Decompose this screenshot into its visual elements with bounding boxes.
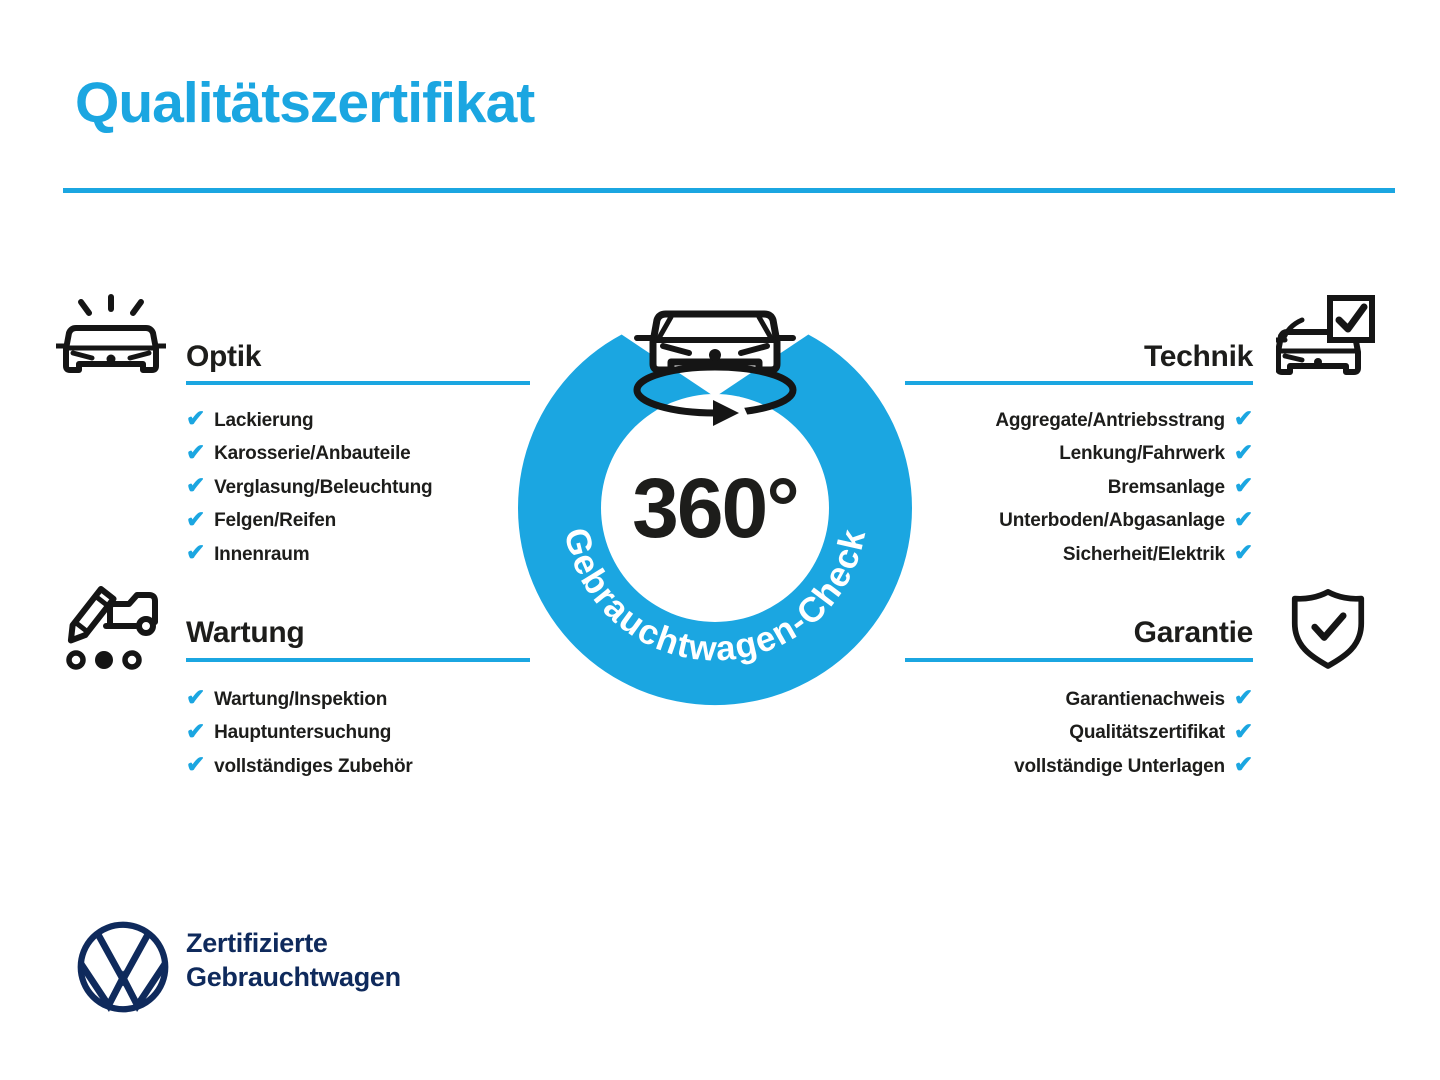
list-item-label: Felgen/Reifen: [214, 510, 337, 532]
page-title: Qualitätszertifikat: [75, 71, 535, 135]
list-item: [186, 750, 413, 784]
list-item: [1065, 683, 1253, 717]
title-divider: [63, 188, 1395, 193]
list-item: [186, 538, 432, 572]
list-item: [186, 438, 432, 472]
car-shine-icon: [56, 294, 166, 396]
check-icon: ✔: [1233, 472, 1253, 499]
check-icon: ✔: [1233, 717, 1253, 744]
pencil-car-icon: [58, 580, 162, 672]
section-divider-technik: [905, 381, 1253, 385]
list-item-label: Hauptuntersuchung: [214, 722, 392, 744]
car-checkbox-icon: [1276, 294, 1376, 396]
check-icon: ✔: [186, 405, 206, 432]
360-check-badge: [495, 284, 935, 736]
list-item: [995, 404, 1253, 438]
check-icon: ✔: [186, 717, 206, 744]
list-item: [186, 683, 413, 717]
checklist-wartung: [186, 683, 413, 784]
list-item-label: Verglasung/Beleuchtung: [214, 476, 433, 498]
check-icon: ✔: [1233, 405, 1253, 432]
list-item: [186, 471, 432, 505]
check-icon: ✔: [186, 684, 206, 711]
check-icon: ✔: [186, 751, 206, 778]
list-item-label: Aggregate/Antriebsstrang: [995, 409, 1225, 431]
list-item-label: Qualitätszertifikat: [1069, 722, 1225, 744]
section-heading-wartung: Wartung: [186, 616, 305, 649]
list-item: [1063, 538, 1253, 572]
badge-center-value: 360°: [632, 461, 798, 555]
list-item-label: Sicherheit/Elektrik: [1062, 543, 1225, 565]
check-icon: ✔: [1233, 505, 1253, 532]
section-heading-garantie: Garantie: [1133, 616, 1253, 649]
check-icon: ✔: [1233, 438, 1253, 465]
list-item-label: Lackierung: [214, 409, 314, 431]
list-item-label: vollständiges Zubehör: [214, 755, 413, 777]
list-item: [1059, 438, 1253, 472]
list-item: [999, 505, 1253, 539]
list-item-label: Wartung/Inspektion: [214, 688, 388, 710]
check-icon: ✔: [186, 438, 206, 465]
footer-line2: Gebrauchtwagen: [186, 962, 401, 992]
list-item: [1108, 471, 1253, 505]
list-item-label: Innenraum: [214, 543, 310, 565]
list-item-label: Garantienachweis: [1065, 688, 1225, 710]
checklist-garantie: [1014, 683, 1253, 784]
list-item: [1069, 717, 1253, 751]
list-item-label: Lenkung/Fahrwerk: [1059, 443, 1225, 465]
rotating-car-icon: [637, 314, 793, 426]
check-icon: ✔: [186, 505, 206, 532]
checklist-optik: [186, 404, 432, 572]
section-divider-wartung: [186, 658, 530, 662]
footer-brand-text: [186, 926, 401, 994]
list-item: [186, 404, 432, 438]
footer-line1: Zertifizierte: [186, 928, 328, 958]
vw-logo: [75, 919, 171, 1015]
check-icon: ✔: [1233, 751, 1253, 778]
list-item-label: Bremsanlage: [1107, 476, 1225, 498]
shield-check-icon: [1290, 586, 1366, 670]
list-item: [1014, 750, 1253, 784]
badge-ring-label: Gebrauchtwagen-Check: [556, 523, 874, 669]
list-item-label: Unterboden/Abgasanlage: [999, 510, 1225, 532]
list-item: [186, 505, 432, 539]
list-item-label: vollständige Unterlagen: [1014, 755, 1225, 777]
list-item: [186, 717, 413, 751]
check-icon: ✔: [186, 472, 206, 499]
section-divider-garantie: [905, 658, 1253, 662]
section-heading-optik: Optik: [186, 340, 262, 373]
check-icon: ✔: [1233, 684, 1253, 711]
list-item-label: Karosserie/Anbauteile: [214, 443, 411, 465]
checklist-technik: [995, 404, 1253, 572]
check-icon: ✔: [1233, 539, 1253, 566]
section-divider-optik: [186, 381, 530, 385]
check-icon: ✔: [186, 539, 206, 566]
section-heading-technik: Technik: [1143, 340, 1253, 373]
